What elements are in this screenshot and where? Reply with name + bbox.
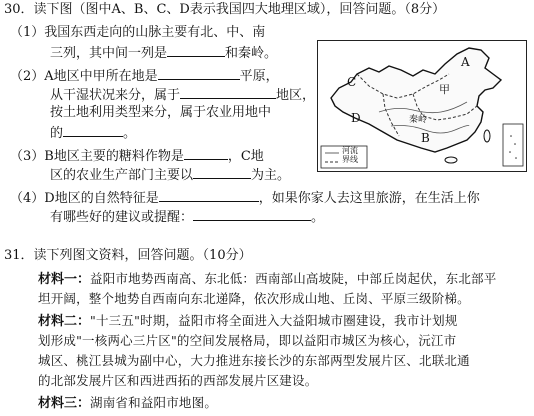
- answer-blank-landuse[interactable]: [63, 124, 123, 137]
- q31-material2-line3: 城区、桃江县城为副中心，大力推进东接长沙的东部两型发展片区、北联北通: [38, 353, 470, 368]
- region-label-c: C: [347, 75, 357, 89]
- q30-part2-tail4: 。: [123, 126, 137, 141]
- q30-part4-tail1: ，如果你家人去这里旅游，在生活上你: [258, 191, 480, 206]
- q31-header: 31．读下列图文资料，回答问题。（10分）: [4, 248, 252, 263]
- legend-river-label: 河流: [342, 146, 358, 155]
- material1-label: 材料一：: [38, 272, 91, 287]
- answer-blank-sugar-crop[interactable]: [184, 147, 228, 160]
- q30-part2-line4: [50, 124, 136, 142]
- q30-part2-tail1: 平原，: [239, 69, 279, 84]
- q30-part2-line1: [10, 67, 279, 85]
- q30-part3-text1: （3）B地区主要的糖料作物是: [10, 149, 184, 164]
- answer-blank-plain[interactable]: [158, 67, 240, 80]
- q30-part2-line2: [50, 86, 315, 104]
- material2-text1: "十三五"时期，益阳市将全面进入大益阳城市圈建设，我市计划规: [90, 313, 458, 328]
- q30-part4-line2: [50, 208, 324, 226]
- q30-part3-tail1: ，C地: [227, 149, 264, 164]
- q30-header: 30．读下图（图中A、B、C、D表示我国四大地理区域），回答问题。（8分）: [4, 2, 446, 17]
- q30-part4-tail2: 。: [311, 210, 325, 225]
- q30-part2-text4: 的: [50, 126, 64, 141]
- material3-text: 湖南省和益阳市地图。: [90, 395, 218, 410]
- q30-part3-line2: [50, 166, 290, 184]
- q31-material2-line2: 划形成"一核两心三片区"的空间发展格局，即以益阳市城区为核心，沅江市: [38, 333, 457, 348]
- answer-blank-natural-feature[interactable]: [159, 189, 259, 202]
- q30-part3-tail2: 为主。: [251, 168, 291, 183]
- q30-part4-text1: （4）D地区的自然特征是: [10, 191, 159, 206]
- q30-part1-line1: （1）我国东西走向的山脉主要有北、中、南: [10, 25, 266, 40]
- q31-material2-line1: [38, 313, 458, 330]
- q30-part2-text1: （2）A地区中甲所在地是: [10, 69, 158, 84]
- china-regions-map: [317, 40, 527, 172]
- q30-part2-line3: 按土地利用类型来分，属于农业用地中: [50, 105, 272, 120]
- q30-part3-text2: 区的农业生产部门主要以: [50, 168, 194, 183]
- material2-label: 材料二：: [38, 314, 91, 329]
- q31-material3-line: [38, 395, 217, 412]
- region-label-b: B: [421, 131, 430, 145]
- answer-blank-agriculture[interactable]: [193, 166, 251, 179]
- answer-blank-mountain[interactable]: [167, 44, 225, 57]
- q30-part1-text: 三列，其中间一列是: [50, 46, 168, 61]
- region-label-a: A: [461, 55, 470, 69]
- material3-label: 材料三：: [38, 396, 91, 411]
- legend-boundary-label: 界线: [342, 155, 358, 164]
- answer-blank-travel-advice[interactable]: [193, 208, 311, 221]
- q30-part2-text2: 从干湿状况来分，属于: [50, 88, 181, 103]
- region-label-d: D: [351, 111, 361, 125]
- q30-part4-text2: 有哪些好的建议或提醒：: [50, 210, 194, 225]
- material1-text1: 益阳市地势西南高、东北低：西南部山高坡陡，中部丘岗起伏，东北部平: [90, 271, 497, 286]
- answer-blank-humidity[interactable]: [180, 86, 276, 99]
- q30-part1-tail: 和秦岭。: [225, 46, 278, 61]
- q31-material2-line4: 的北部发展片区和西进西拓的西部发展片区建设。: [38, 373, 318, 388]
- q30-part4-line1: [10, 189, 480, 207]
- q31-material1-line2: 坦开阔，整个地势自西南向东北递降，依次形成山地、丘岗、平原三级阶梯。: [38, 291, 470, 306]
- q30-part2-tail2: 地区，: [276, 88, 316, 103]
- q30-part3-line1: [10, 147, 264, 165]
- q31-material1-line1: [38, 271, 496, 288]
- region-label-jia: 甲: [439, 83, 450, 96]
- region-label-qinling: 秦岭: [409, 115, 428, 125]
- q30-part1-line2: [50, 44, 277, 62]
